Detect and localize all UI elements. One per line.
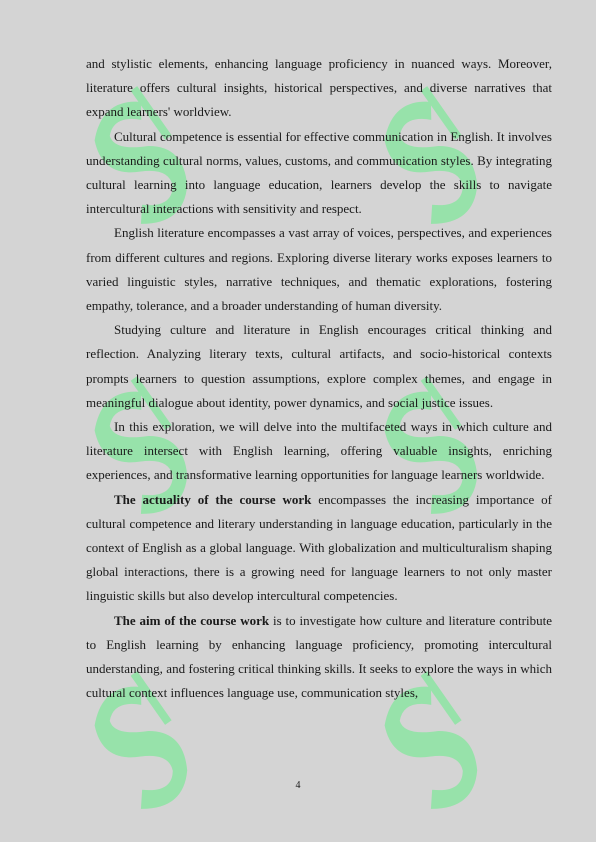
paragraph-5 — [86, 488, 552, 609]
paragraph-text: encompasses the increasing importance of cultural competence and literary understanding in language education, particularly in the context of English as a global language. With globalization and multiculturalism shaping global interactions, there is a growing need for language learners to not only master linguistic skills but also develop intercultural competencies. — [86, 491, 552, 604]
bold-lead: The actuality of the course work — [114, 491, 312, 507]
paragraph-2 — [86, 221, 552, 318]
paragraph-4 — [86, 415, 552, 488]
paragraph-text: is to investigate how culture and literature contribute to English learning by enhancing language proficiency, promoting intercultural understanding, and fostering critical thinking skills. It seeks to explore the ways in which cultural context influences language use, communication styles, — [86, 612, 552, 701]
page-number: 4 — [295, 780, 301, 791]
paragraph-text: English literature encompasses a vast array of voices, perspectives, and experiences from different cultures and regions. Exploring diverse literary works exposes learners to varied linguistic styles, narrative techniques, and thematic explorations, fostering empathy, tolerance, and a broader understanding of human diversity. — [86, 225, 552, 314]
paragraph-3 — [86, 318, 552, 415]
body-text — [86, 52, 552, 705]
paragraph-1 — [86, 125, 552, 222]
paragraph-text: In this exploration, we will delve into the multifaceted ways in which culture and literature intersect with English learning, offering valuable insights, enriching experiences, and transformative learning opportunities for language learners worldwide. — [86, 419, 552, 483]
paragraph-text: Studying culture and literature in English encourages critical thinking and reflection. Analyzing literary texts, cultural artifacts, and socio-historical contexts prompts learners to question assumptions, explore complex themes, and engage in meaningful dialogue about identity, power dynamics, and social justice issues. — [86, 322, 552, 410]
paragraph-6 — [86, 609, 552, 706]
bold-lead: The aim of the course work — [114, 612, 270, 628]
paragraph-0 — [86, 52, 552, 125]
paragraph-text: Cultural competence is essential for effective communication in English. It involves understanding cultural norms, values, customs, and communication styles. By integrating cultural learning into language education, learners develop the skills to navigate intercultural interactions with sensitivity and respect. — [86, 128, 552, 217]
paragraph-text: and stylistic elements, enhancing language proficiency in nuanced ways. Moreover, literature offers cultural insights, historical perspectives, and diverse narratives that expand learners' worldview. — [86, 56, 552, 120]
